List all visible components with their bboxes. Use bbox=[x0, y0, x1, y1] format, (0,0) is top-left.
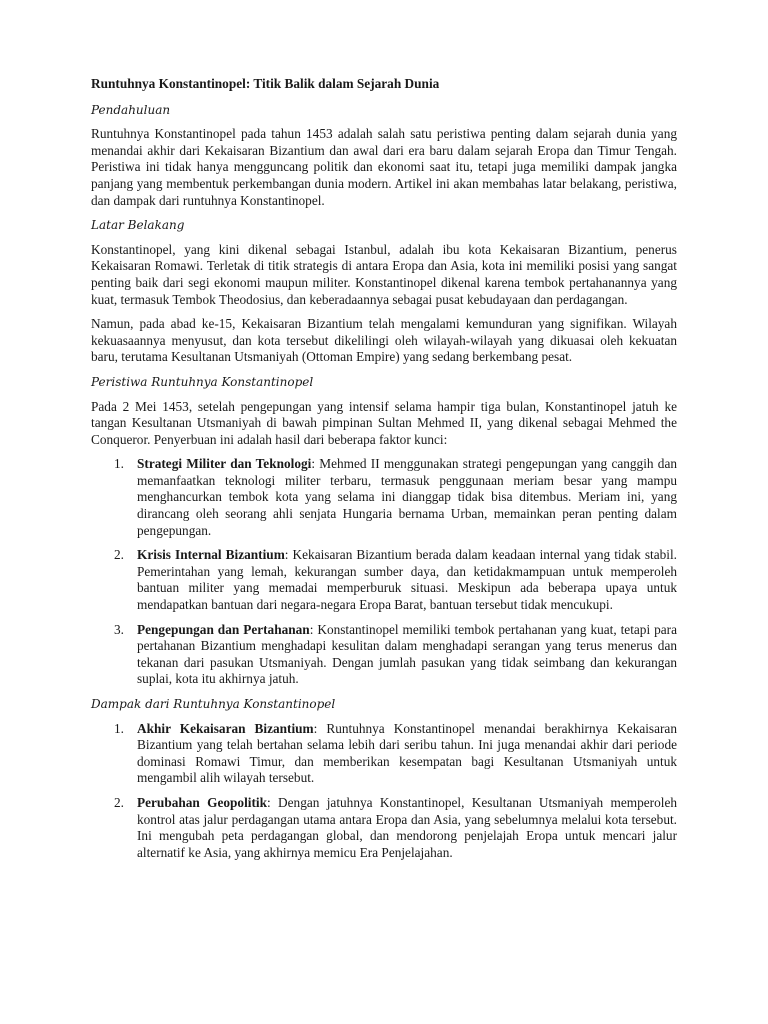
paragraph: Runtuhnya Konstantinopel pada tahun 1453 adalah salah satu peristiwa penting dalam sejarah dunia yang menandai akhir dari Kekaisaran Bizantium dan awal dari era baru dalam sejarah Eropa dan Timur Tengah. Peristiwa ini tidak hanya mengguncang politik dan ekonomi saat itu, tetapi juga memiliki dampak jangka panjang yang membentuk perkembangan dunia modern. Artikel ini akan membahas latar belakang, peristiwa, dan dampak dari runtuhnya Konstantinopel. bbox=[91, 126, 677, 208]
list-item bbox=[91, 721, 677, 787]
list-number: 2. bbox=[114, 794, 124, 810]
paragraph: Pada 2 Mei 1453, setelah pengepungan yang intensif selama hampir tiga bulan, Konstantinopel jatuh ke tangan Kesultanan Utsmaniyah di bawah pimpinan Sultan Mehmed II, yang dikenal sebagai Mehmed the Conqueror. Penyerbuan ini adalah hasil dari beberapa faktor kunci: bbox=[91, 398, 677, 447]
list-item bbox=[91, 795, 677, 861]
list-item-term: Krisis Internal Bizantium bbox=[137, 547, 285, 563]
list-item-text: : Runtuhnya Konstantinopel menandai berakhirnya Kekaisaran Bizantium yang telah bertahan selama lebih dari seribu tahun. Ini juga menandai akhir dari periode dominasi Romawi Timur, dan memberikan kesempatan bagi Kesultanan Utsmaniyah untuk mengambil alih wilayah tersebut. bbox=[137, 720, 677, 786]
list-item bbox=[91, 622, 677, 688]
numbered-list bbox=[91, 456, 677, 688]
section-heading: Pendahuluan bbox=[91, 102, 171, 117]
list-item-text: : Kekaisaran Bizantium berada dalam keadaan internal yang tidak stabil. Pemerintahan yang lemah, kekurangan sumber daya, dan ketidakmampuan untuk memperoleh bantuan militer yang memadai memperburuk situasi. Meskipun ada beberapa upaya untuk mendapatkan bantuan dari negara-negara Eropa Barat, bantuan tersebut tidak mencukupi. bbox=[137, 547, 677, 613]
section-heading: Dampak dari Runtuhnya Konstantinopel bbox=[91, 697, 336, 711]
document-page bbox=[91, 76, 677, 869]
list-item-term: Perubahan Geopolitik bbox=[137, 794, 267, 810]
list-item-text: : Dengan jatuhnya Konstantinopel, Kesultanan Utsmaniyah memperoleh kontrol atas jalur perdagangan utama antara Eropa dan Asia, yang sebelumnya melalui kota tersebut. Ini mengubah peta perdagangan global, dan mendorong penjelajah Eropa untuk mencari jalur alternatif ke Asia, yang akhirnya memicu Era Penjelajahan. bbox=[137, 794, 677, 860]
list-item-text: : Konstantinopel memiliki tembok pertahanan yang kuat, tetapi para pertahanan Bizantium menghadapi kesulitan dalam menghadapi serangan yang terus menerus dan tekanan dari pasukan Utsmaniyah. Dengan jumlah pasukan yang tidak seimbang dan kekurangan suplai, kota itu akhirnya jatuh. bbox=[137, 621, 677, 687]
section-heading: Peristiwa Runtuhnya Konstantinopel bbox=[91, 374, 314, 389]
list-item-text: : Mehmed II menggunakan strategi pengepungan yang canggih dan memanfaatkan teknologi militer terbaru, termasuk penggunaan meriam besar yang mampu menghancurkan tembok kota yang selama ini dianggap tidak bisa ditembus. Meriam ini, yang dirancang oleh seorang ahli senjata Hungaria bernama Urban, memainkan peran penting dalam pengepungan. bbox=[137, 456, 677, 538]
section-heading: Latar Belakang bbox=[91, 218, 185, 233]
section-dampak bbox=[91, 696, 677, 861]
numbered-list bbox=[91, 721, 677, 862]
document-title: Runtuhnya Konstantinopel: Titik Balik dalam Sejarah Dunia bbox=[91, 76, 440, 91]
list-item-term: Akhir Kekaisaran Bizantium bbox=[137, 720, 314, 736]
list-item-term: Pengepungan dan Pertahanan bbox=[137, 621, 310, 637]
paragraph: Konstantinopel, yang kini dikenal sebagai Istanbul, adalah ibu kota Kekaisaran Bizantium, penerus Kekaisaran Romawi. Terletak di titik strategis di antara Eropa dan Asia, kota ini memiliki posisi yang sangat penting baik dari segi ekonomi maupun militer. Konstantinopel dikenal karena tembok pertahanannya yang kuat, termasuk Tembok Theodosius, dan keberadaannya sebagai pusat kebudayaan dan perdagangan. bbox=[91, 241, 677, 307]
list-number: 2. bbox=[114, 547, 124, 563]
list-item bbox=[91, 456, 677, 539]
list-number: 3. bbox=[114, 621, 124, 637]
section-pendahuluan bbox=[91, 102, 677, 210]
list-number: 1. bbox=[114, 456, 124, 472]
list-item bbox=[91, 547, 677, 613]
section-peristiwa bbox=[91, 374, 677, 688]
section-latar-belakang bbox=[91, 217, 677, 366]
list-item-term: Strategi Militer dan Teknologi bbox=[137, 456, 312, 472]
paragraph: Namun, pada abad ke-15, Kekaisaran Bizantium telah mengalami kemunduran yang signifikan. Wilayah kekuasaannya menyusut, dan kota tersebut dikelilingi oleh wilayah-wilayah yang dikuasai oleh kekuatan baru, terutama Kesultanan Utsmaniyah (Ottoman Empire) yang sedang berkembang pesat. bbox=[91, 316, 677, 365]
list-number: 1. bbox=[114, 720, 124, 736]
